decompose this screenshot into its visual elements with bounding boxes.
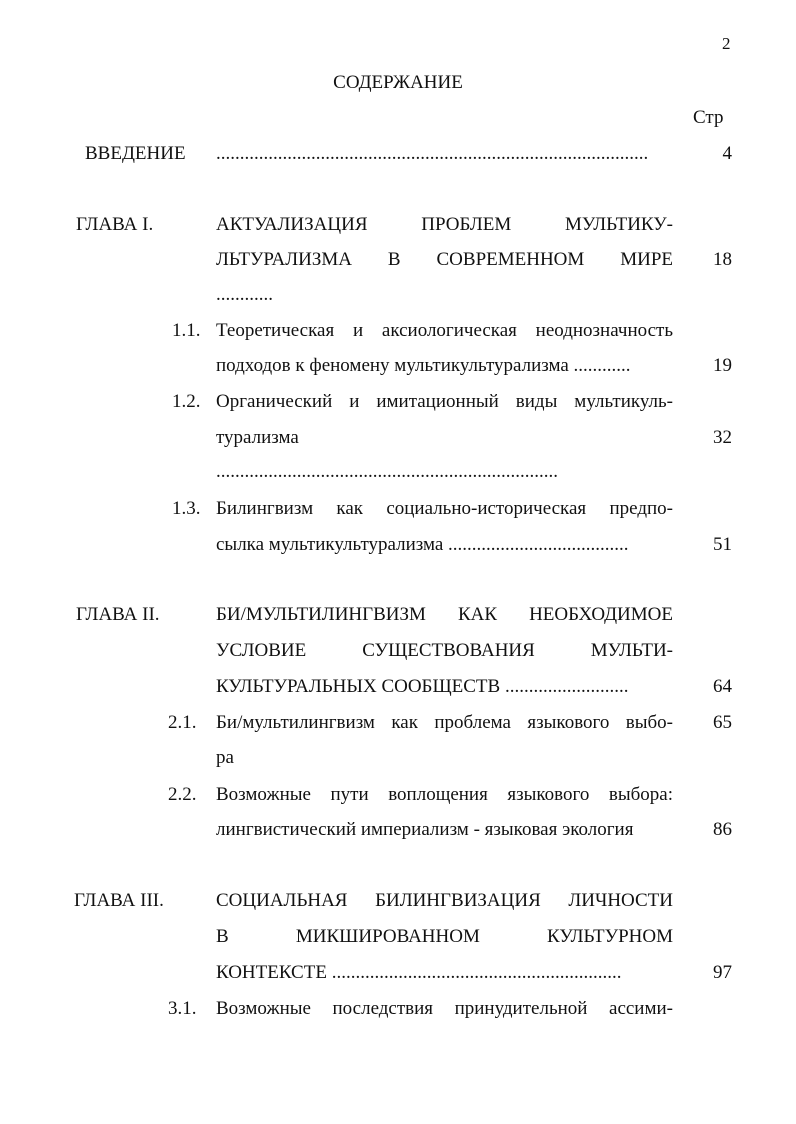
section-title-line: лингвистический империализм - языковая экология [216,819,634,840]
page-title: СОДЕРЖАНИЕ [333,72,463,93]
section-title-line: турализма [216,427,299,448]
chapter-title-line: ............ [216,284,273,305]
chapter-label: ГЛАВА III. [74,890,164,911]
toc-page-number: 51 [713,534,732,555]
toc-page-number: 65 [713,712,732,733]
section-number: 2.1. [168,712,197,733]
chapter-title-line: СОЦИАЛЬНАЯ БИЛИНГВИЗАЦИЯ ЛИЧНОСТИ [216,890,673,911]
toc-page-number: 19 [713,355,732,376]
section-title-line: Возможные последствия принудительной ассими- [216,998,673,1019]
section-title-line: Возможные пути воплощения языкового выбора: [216,784,673,805]
chapter-label: ГЛАВА II. [76,604,160,625]
section-title-line: Теоретическая и аксиологическая неоднозначность [216,320,673,341]
section-number: 2.2. [168,784,197,805]
section-title-line: ........................................................................ [216,461,558,482]
chapter-label: ГЛАВА I. [76,214,154,235]
chapter-title-line: КУЛЬТУРАЛЬНЫХ СООБЩЕСТВ .......................... [216,676,629,697]
section-title-line: сылка мультикультурализма ...................................... [216,534,629,555]
section-number: 1.2. [172,391,201,412]
section-title-line: Би/мультилингвизм как проблема языкового выбо- [216,712,673,733]
section-title-line: ра [216,747,234,768]
section-title-line: подходов к феномену мультикультурализма ............ [216,355,631,376]
chapter-title-line: В МИКШИРОВАННОМ КУЛЬТУРНОМ [216,926,673,947]
toc-page-number: 32 [713,427,732,448]
toc-page-number: 64 [713,676,732,697]
page-column-header: Стр [693,107,724,128]
section-number: 3.1. [168,998,197,1019]
chapter-title-line: КОНТЕКСТЕ ............................................................. [216,962,622,983]
toc-leader-dots: ........................................................................................... [216,143,649,164]
toc-page-number: 86 [713,819,732,840]
chapter-title-line: УСЛОВИЕ СУЩЕСТВОВАНИЯ МУЛЬТИ- [216,640,673,661]
chapter-title-line: АКТУАЛИЗАЦИЯ ПРОБЛЕМ МУЛЬТИКУ- [216,214,673,235]
toc-page-number: 97 [713,962,732,983]
section-title-line: Билингвизм как социально-историческая предпо- [216,498,673,519]
page-number: 2 [722,34,731,53]
toc-page-number: 18 [713,249,732,270]
toc-label: ВВЕДЕНИЕ [85,143,186,164]
section-number: 1.3. [172,498,201,519]
chapter-title-line: ЛЬТУРАЛИЗМА В СОВРЕМЕННОМ МИРЕ [216,249,673,270]
section-number: 1.1. [172,320,201,341]
section-title-line: Органический и имитационный виды мультикуль- [216,391,673,412]
toc-page-number: 4 [722,143,732,164]
chapter-title-line: БИ/МУЛЬТИЛИНГВИЗМ КАК НЕОБХОДИМОЕ [216,604,673,625]
